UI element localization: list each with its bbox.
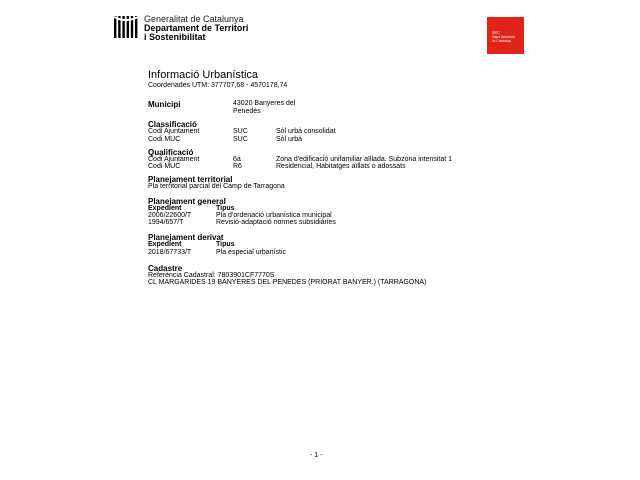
- classificacio-code-2: Codi MUC: [148, 136, 181, 143]
- municipi-value-1: 43020 Banyeres del: [233, 100, 296, 107]
- generalitat-logo-icon: [114, 16, 138, 38]
- planejament-derivat-expedient-1: 2018/67733/T: [148, 249, 192, 256]
- organization-name: [144, 15, 248, 42]
- org-line-2: Departament de Territori: [144, 23, 249, 33]
- planejament-derivat-header-expedient: Expedient: [148, 241, 182, 248]
- cadastre-address: CL MARGARIDES 19 BANYERES DEL PENEDES (PRIORAT BANYER.) (TARRAGONA): [148, 279, 427, 286]
- qualificacio-value-1: 6a: [233, 156, 241, 163]
- utm-coordinates: Coordenades UTM: 377707,68 - 4570178,74: [148, 82, 288, 89]
- cadastre-reference: Referència Cadastral: 7803901CF7770S: [148, 272, 275, 279]
- org-line-3: i Sostenibilitat: [144, 32, 206, 42]
- qualificacio-value-2: R6: [233, 163, 242, 170]
- qualificacio-desc-1: Zona d'edificació unifamiliar aïllada. Subzona intensitat 1: [276, 156, 453, 163]
- municipi-label: Municipi: [148, 100, 181, 109]
- badge-line-1: IDEC: [492, 31, 500, 35]
- classificacio-value-1: SUC: [233, 128, 248, 135]
- classificacio-desc-2: Sòl urbà: [276, 136, 303, 143]
- planejament-general-tipus-2: Revisió-adaptació normes subsidiàries: [216, 219, 336, 226]
- municipi-value-2: Penedès: [233, 108, 261, 115]
- planejament-general-expedient-2: 1994/657/T: [148, 219, 184, 226]
- planejament-general-tipus-1: Pla d'ordenació urbanística municipal: [216, 212, 332, 219]
- mapa-urbanistic-badge: [487, 17, 524, 54]
- org-line-1: Generalitat de Catalunya: [144, 14, 244, 24]
- classificacio-code-1: Codi Ajuntament: [148, 128, 200, 135]
- qualificacio-code-1: Codi Ajuntament: [148, 156, 200, 163]
- qualificacio-desc-2: Residencial, Habitatges aïllats o adossats: [276, 163, 406, 170]
- planejament-derivat-header-tipus: Tipus: [216, 241, 235, 248]
- planejament-general-title: Planejament general: [148, 197, 226, 206]
- page-title: Informació Urbanística: [148, 69, 259, 81]
- page-number: - 1 -: [310, 452, 323, 459]
- planejament-general-header-tipus: Tipus: [216, 205, 235, 212]
- classificacio-value-2: SUC: [233, 136, 248, 143]
- planejament-general-expedient-1: 2006/22600/T: [148, 212, 192, 219]
- badge-line-2: Mapa Urbanístic: [492, 35, 516, 39]
- cadastre-title: Cadastre: [148, 264, 183, 273]
- classificacio-title: Classificació: [148, 120, 197, 129]
- planejament-general-header-expedient: Expedient: [148, 205, 182, 212]
- badge-line-3: de Catalunya: [492, 39, 511, 43]
- planejament-territorial-text: Pla territorial parcial del Camp de Tarragona: [148, 183, 285, 190]
- planejament-derivat-title: Planejament derivat: [148, 233, 224, 242]
- qualificacio-code-2: Codi MUC: [148, 163, 181, 170]
- planejament-territorial-title: Planejament territorial: [148, 175, 233, 184]
- qualificacio-title: Qualificació: [148, 148, 194, 157]
- classificacio-desc-1: Sòl urbà consolidat: [276, 128, 336, 135]
- planejament-derivat-tipus-1: Pla especial urbanístic: [216, 249, 287, 256]
